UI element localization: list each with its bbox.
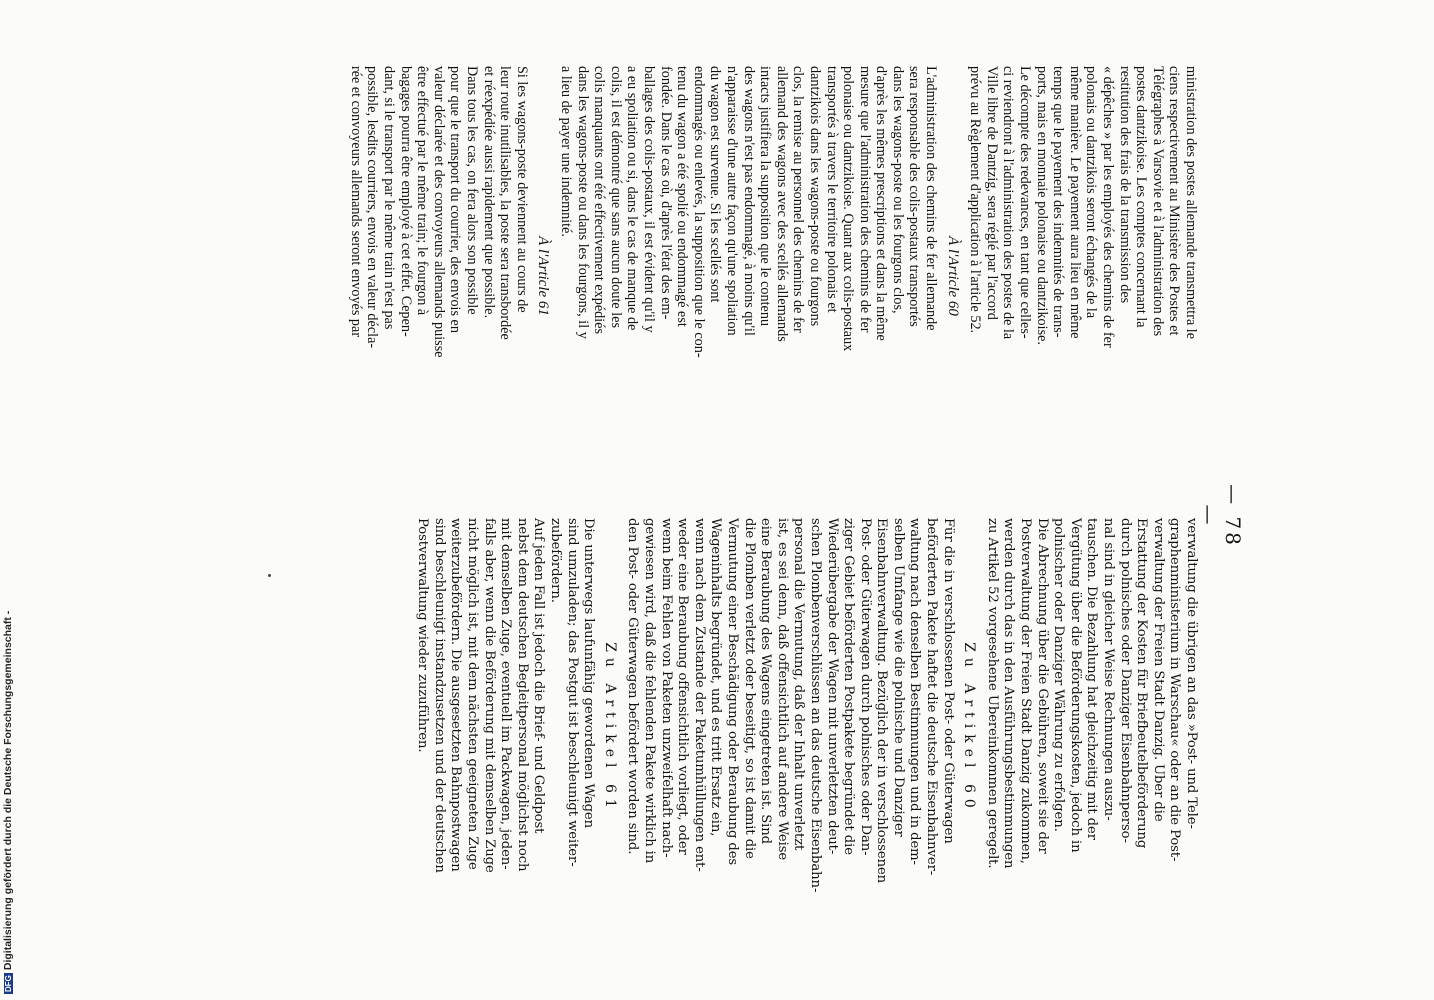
text-line: transportés à travers le territoire polonais et [823, 66, 840, 313]
text-line: Ville libre de Dantzig, sera réglé par l'accord [983, 66, 1000, 320]
text-line: tenu du wagon a été spolié ou endommagé est [674, 66, 691, 327]
german-intro [983, 518, 1199, 938]
text-line: Post- oder Güterwagen durch polnisches oder Dan- [857, 518, 873, 856]
text-line: ballages des colis-postaux, il est évident qu'il y [641, 66, 657, 333]
text-line: Télégraphes à Varsovie et à l'administration des [1149, 66, 1166, 337]
text-line: nal sind in gleicher Weise Rechnungen auszu- [1101, 518, 1117, 821]
french-heading-article-61: À l'Article 61 [535, 236, 552, 316]
text-line: Dans tous les cas, on fera alors son possible [464, 66, 481, 315]
text-line: Vergütung über die Beförderungskosten, jedoch in [1067, 518, 1083, 853]
text-line: wenn beim Fehlen von Paketen unzweifelhaft nach- [658, 518, 674, 858]
text-line: Si les wagons-poste deviennent au cours de [513, 66, 530, 313]
text-line: prévu au Règlement d'application à l'article 52. [967, 66, 984, 334]
text-line: Le décompte des redevances, en tant que celles- [1017, 66, 1034, 339]
german-column [414, 518, 1199, 938]
text-line: leur route inutilisables, la poste sera transbordée [497, 66, 514, 340]
text-line: die Plomben verletzt oder beseitigt, so ist damit die [741, 518, 757, 859]
text-line: beförderten Pakete haftet die deutsche Eisenbahnver- [924, 518, 940, 876]
text-line: temps que le payement des indemnités de trans- [1050, 66, 1067, 338]
text-line: Wiederübergabe der Wagen mit unverletzten deut- [824, 518, 840, 855]
text-line: gewiesen wird, daß die fehlenden Pakete wirklich in [642, 518, 657, 864]
german-heading-article-61: Zu Artikel 61 [601, 642, 618, 814]
text-line: possible, lesdits courriers, envois en valeur décla- [364, 66, 381, 349]
text-line: polonaise ou dantzikoise. Quant aux colis-postaux [840, 66, 857, 352]
text-line: L'administration des chemins de fer allemande [923, 66, 940, 331]
text-line: ministration des postes allemande transmettra le [1183, 66, 1199, 340]
text-line: zu Artikel 52 vorgesehene Übereinkommen geregelt. [984, 518, 1000, 869]
text-line: « dépêches » par les employés des chemins de fer [1100, 66, 1117, 348]
text-line: Auf jeden Fall ist jedoch die Brief- und Geldpost [531, 518, 547, 834]
text-line: personal die Vermutung, daß der Inhalt unverletzt [791, 518, 807, 851]
french-column [347, 66, 1199, 486]
page-number: — 78 — [1197, 484, 1245, 548]
text-line: d'après les mêmes prescriptions et dans la même [873, 66, 890, 341]
text-line: polonais ou dantzikois seront échangés de la [1083, 66, 1100, 319]
text-line: verwaltung die übrigen an das »Post- und Tele- [1184, 518, 1199, 829]
text-line: Eisenbahnverwaltung. Bezüglich der in verschlossenen [874, 518, 890, 884]
text-line: sind beschleunigt instandzusetzen und der deutschen [431, 518, 447, 873]
digitization-credit-text [2, 611, 14, 994]
text-line: colis manquants ont été effectivement expédiés [591, 66, 608, 335]
text-line: dans les wagons-poste ou les fourgons clos, [889, 66, 906, 314]
text-line: durch polnisches oder Danziger Eisenbahnperso- [1117, 518, 1133, 843]
text-line: fondée. Dans le cas où, d'après l'état des em- [657, 66, 674, 320]
text-line: ci reviendront à l'administration des postes de la [1000, 66, 1017, 340]
text-line: Die Abrechnung über die Gebühren, soweit sie der [1034, 518, 1050, 854]
text-line: Wageninhalts begründet, und es tritt Ersatz ein, [708, 518, 724, 837]
text-line: être effectué par le même train; le fourgon à [414, 66, 431, 316]
text-line: zubefördern. [548, 518, 564, 603]
text-line: dantzikois dans les wagons-poste ou fourgons [806, 66, 823, 327]
text-line: mesure que l'administration des chemins de fer [856, 66, 873, 333]
text-line: Für die in verschlossenen Post- oder Güterwagen [940, 518, 956, 844]
text-line: tauschen. Die Bezahlung hat gleichzeitig mit der [1084, 518, 1100, 840]
text-line: restitution des frais de la transmission des [1116, 66, 1133, 304]
text-line: weder eine Beraubung offensichtlich vorliegt, oder [675, 518, 691, 855]
credit-label: Digitalisierung gefördert durch die Deutsche Forschungsgemeinschaft - [2, 610, 14, 971]
text-line: eine Beraubung des Wagens eingetreten ist. Sind [758, 518, 774, 845]
text-line: pour que le transport du courrier, des envois en [447, 66, 464, 333]
text-line: du wagon est survenue. Si les scellés sont [707, 66, 724, 303]
text-line: colis, il est démontré que sans aucun doute les [607, 66, 624, 329]
text-line: intacts justifiera la supposition que le contenu [757, 66, 774, 327]
text-line: verwaltung der Freien Stadt Danzig. Über die [1150, 518, 1166, 822]
text-line: ziger Gebiet beförderten Postpakete begründet die [841, 518, 857, 855]
text-line: den Post- oder Güterwagen befördert worden sind. [625, 518, 641, 855]
text-line: Postverwaltung wieder zuzuführen. [415, 518, 431, 753]
german-article-61 [414, 518, 597, 938]
text-line: rée et convoyeurs allemands seront envoyés par [347, 66, 364, 338]
text-line: Die unterwegs laufunfähig gewordenen Wagen [581, 518, 597, 829]
text-line: dans les wagons-poste ou dans les fourgons, il y [574, 66, 591, 339]
text-line: nebst dem deutschen Begleitpersonal möglichst noch [514, 518, 530, 872]
text-line: dant, si le transport par le même train n'est pas [381, 66, 398, 330]
digitization-credit [0, 0, 14, 1000]
german-article-60 [624, 518, 956, 938]
text-line: valeur déclarée et des convoyeurs allemands puisse [430, 66, 447, 358]
text-line: a eu spoliation ou si, dans le cas de manque de [624, 66, 641, 331]
text-line: a lieu de payer une indemnité. [558, 66, 575, 237]
text-line: polnischer oder Danziger Währung zu erfolgen. [1051, 518, 1067, 832]
text-line: waltung nach denselben Bestimmungen und in dem- [907, 518, 923, 865]
french-article-61 [347, 66, 530, 486]
text-line: mit demselben Zuge, eventuell im Packwagen, jeden- [498, 518, 514, 870]
text-line: allemand des wagons avec des scellés allemands [773, 66, 790, 342]
text-line: Vermutung einer Beschädigung oder Beraubung des [724, 518, 740, 866]
french-intro [967, 66, 1199, 486]
text-line: graphenministerium in Warschau« oder an die Post- [1167, 518, 1183, 862]
text-line: weiterzubefördern. Die ausgesetzten Bahnpostwagen [448, 518, 464, 872]
text-line: endommagés ou enlevés, la supposition que le con- [690, 66, 707, 358]
text-line: clos, la remise au personnel des chemins de fer [790, 66, 807, 333]
text-line: ist, es sei denn, daß offensichtlich auf andere Weise [774, 518, 790, 861]
text-line: Erstattung der Kosten für Briefbeutelbeförderung [1134, 518, 1150, 849]
german-heading-article-60: Zu Artikel 60 [961, 642, 978, 814]
text-line: même manière. Le payement aura lieu en même [1066, 66, 1083, 339]
text-line: sera responsable des colis-postaux transportés [906, 66, 923, 327]
text-line: postes dantzikoise. Les comptes concernant la [1133, 66, 1150, 328]
text-line: Postverwaltung der Freien Stadt Danzig zukommen, [1018, 518, 1034, 864]
dfg-logo: DFG [4, 975, 13, 992]
french-heading-article-60: À l'Article 60 [944, 236, 961, 316]
text-line: ports, mais en monnaie polonaise ou dantzikoise. [1033, 66, 1050, 345]
text-line: werden durch das in den Ausführungsbestimmungen [1001, 518, 1017, 869]
text-line: selben Umfange wie die polnische und Danziger [890, 518, 906, 837]
text-line: sind umzuladen; das Postgut ist beschleunigt weiter- [564, 518, 580, 867]
text-line: des wagons n'est pas endommagé, à moins qu'il [740, 66, 757, 336]
scan-speck [268, 574, 271, 577]
text-line: nicht möglich ist, mit dem nächsten geeigneten Zuge [465, 518, 481, 870]
text-line: n'apparaisse d'une autre façon qu'une spoliation [723, 66, 740, 336]
text-line: schen Plombenverschlüssen an das deutsche Eisenbahn- [807, 518, 823, 893]
text-line: bagages pourra être employé à cet effet. Cepen- [397, 66, 414, 337]
text-line: et réexpédiée aussi rapidement que possible. [480, 66, 497, 319]
french-article-60 [557, 66, 939, 486]
text-line: ciens respectivement au Ministère des Postes et [1166, 66, 1183, 336]
rotated-page-content [285, 66, 1245, 946]
text-line: falls aber, wenn die Beförderung mit demselben Zuge [481, 518, 497, 873]
text-line: wenn nach dem Zustande der Paketumhüllungen ent- [691, 518, 707, 872]
